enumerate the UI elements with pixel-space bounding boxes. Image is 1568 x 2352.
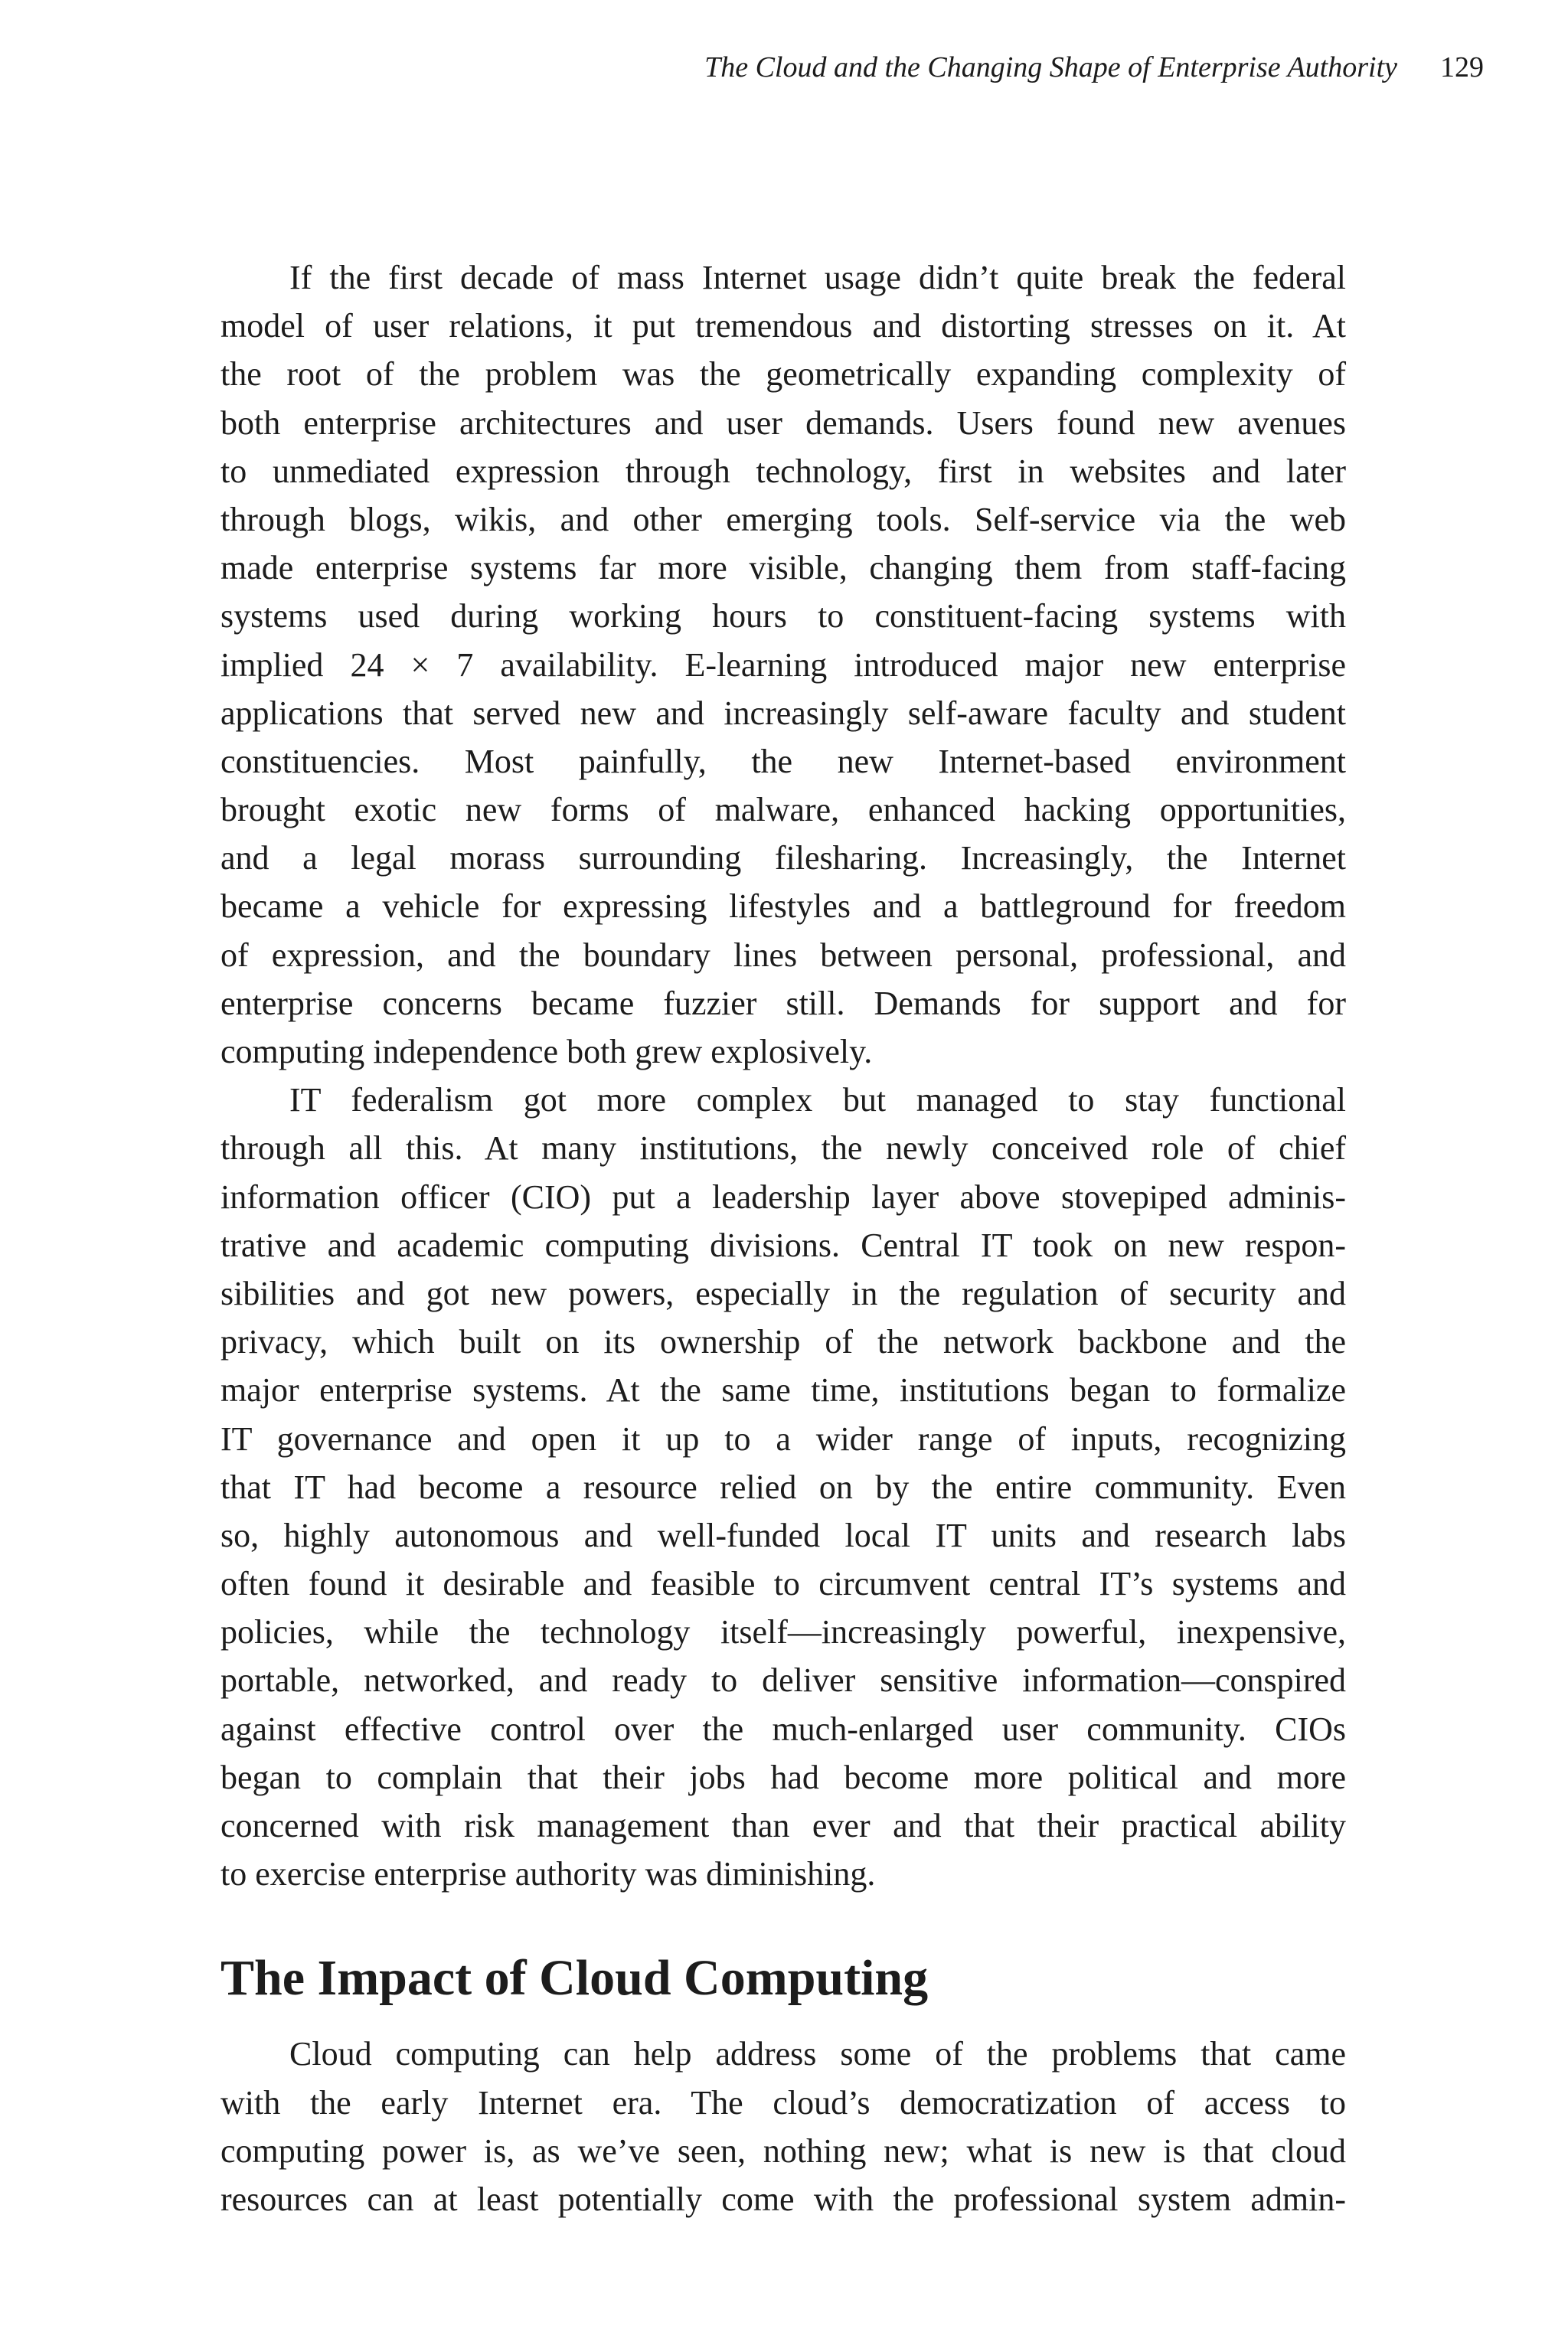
text-line: through blogs, wikis, and other emerging tools. Self-service via the web	[220, 500, 1346, 538]
text-line: and a legal morass surrounding filesharing. Increasingly, the Internet	[220, 839, 1346, 877]
text-line: computing independence both grew explosively.	[220, 1033, 873, 1070]
text-line: If the first decade of mass Internet usage didn’t quite break the federal	[289, 259, 1346, 296]
paragraph-3	[220, 2030, 1346, 2223]
text-line: IT federalism got more complex but managed to stay functional	[289, 1081, 1346, 1119]
text-line: systems used during working hours to constituent-facing systems with	[220, 597, 1346, 635]
section-heading: The Impact of Cloud Computing	[220, 1950, 929, 2007]
page-body	[220, 253, 1346, 2223]
text-line: Cloud computing can help address some of the problems that came	[289, 2035, 1346, 2073]
text-line: the root of the problem was the geometrically expanding complexity of	[220, 355, 1346, 394]
text-line: information officer (CIO) put a leadership layer above stovepiped adminis-	[220, 1178, 1346, 1216]
text-line: applications that served new and increasingly self-aware faculty and student	[220, 694, 1346, 732]
text-line: model of user relations, it put tremendous and distorting stresses on it. At	[220, 307, 1346, 345]
text-line: to exercise enterprise authority was diminishing.	[220, 1855, 876, 1893]
text-line: of expression, and the boundary lines between personal, professional, and	[220, 936, 1346, 974]
text-line: with the early Internet era. The cloud’s democratization of access to	[220, 2083, 1346, 2122]
text-line: trative and academic computing divisions. Central IT took on new respon-	[220, 1226, 1346, 1264]
text-line: began to complain that their jobs had become more political and more	[220, 1758, 1346, 1796]
text-line: implied 24 × 7 availability. E-learning introduced major new enterprise	[220, 645, 1346, 684]
text-line: often found it desirable and feasible to circumvent central IT’s systems and	[220, 1565, 1346, 1603]
running-title: The Cloud and the Changing Shape of Enterprise Authority	[704, 51, 1397, 83]
text-line: to unmediated expression through technology, first in websites and later	[220, 452, 1346, 490]
text-line: became a vehicle for expressing lifestyles and a battleground for freedom	[220, 887, 1346, 926]
text-line: made enterprise systems far more visible, changing them from staff-facing	[220, 549, 1346, 587]
text-line: resources can at least potentially come with the professional system admin-	[220, 2180, 1346, 2218]
running-header	[704, 49, 1484, 86]
text-line: that IT had become a resource relied on by the entire community. Even	[220, 1468, 1346, 1506]
text-line: enterprise concerns became fuzzier still. Demands for support and for	[220, 984, 1346, 1022]
text-line: portable, networked, and ready to deliver sensitive information—conspired	[220, 1661, 1346, 1700]
text-line: IT governance and open it up to a wider range of inputs, recognizing	[220, 1419, 1346, 1458]
paragraph-2	[220, 1076, 1346, 1898]
text-line: brought exotic new forms of malware, enhanced hacking opportunities,	[220, 791, 1346, 829]
text-line: major enterprise systems. At the same time, institutions began to formalize	[220, 1371, 1346, 1410]
text-line: concerned with risk management than ever and that their practical ability	[220, 1807, 1346, 1844]
text-line: constituencies. Most painfully, the new Internet-based environment	[220, 742, 1346, 780]
text-line: sibilities and got new powers, especially in the regulation of security and	[220, 1274, 1346, 1312]
text-line: policies, while the technology itself—increasingly powerful, inexpensive,	[220, 1613, 1346, 1651]
page-number: 129	[1440, 51, 1484, 83]
paragraph-1	[220, 253, 1346, 1076]
text-line: against effective control over the much-enlarged user community. CIOs	[220, 1710, 1346, 1748]
text-line: computing power is, as we’ve seen, nothing new; what is new is that cloud	[220, 2132, 1346, 2170]
text-line: both enterprise architectures and user demands. Users found new avenues	[220, 403, 1346, 442]
text-line: through all this. At many institutions, the newly conceived role of chief	[220, 1129, 1346, 1168]
text-line: privacy, which built on its ownership of the network backbone and the	[220, 1323, 1346, 1361]
text-line: so, highly autonomous and well-funded local IT units and research labs	[220, 1516, 1346, 1554]
